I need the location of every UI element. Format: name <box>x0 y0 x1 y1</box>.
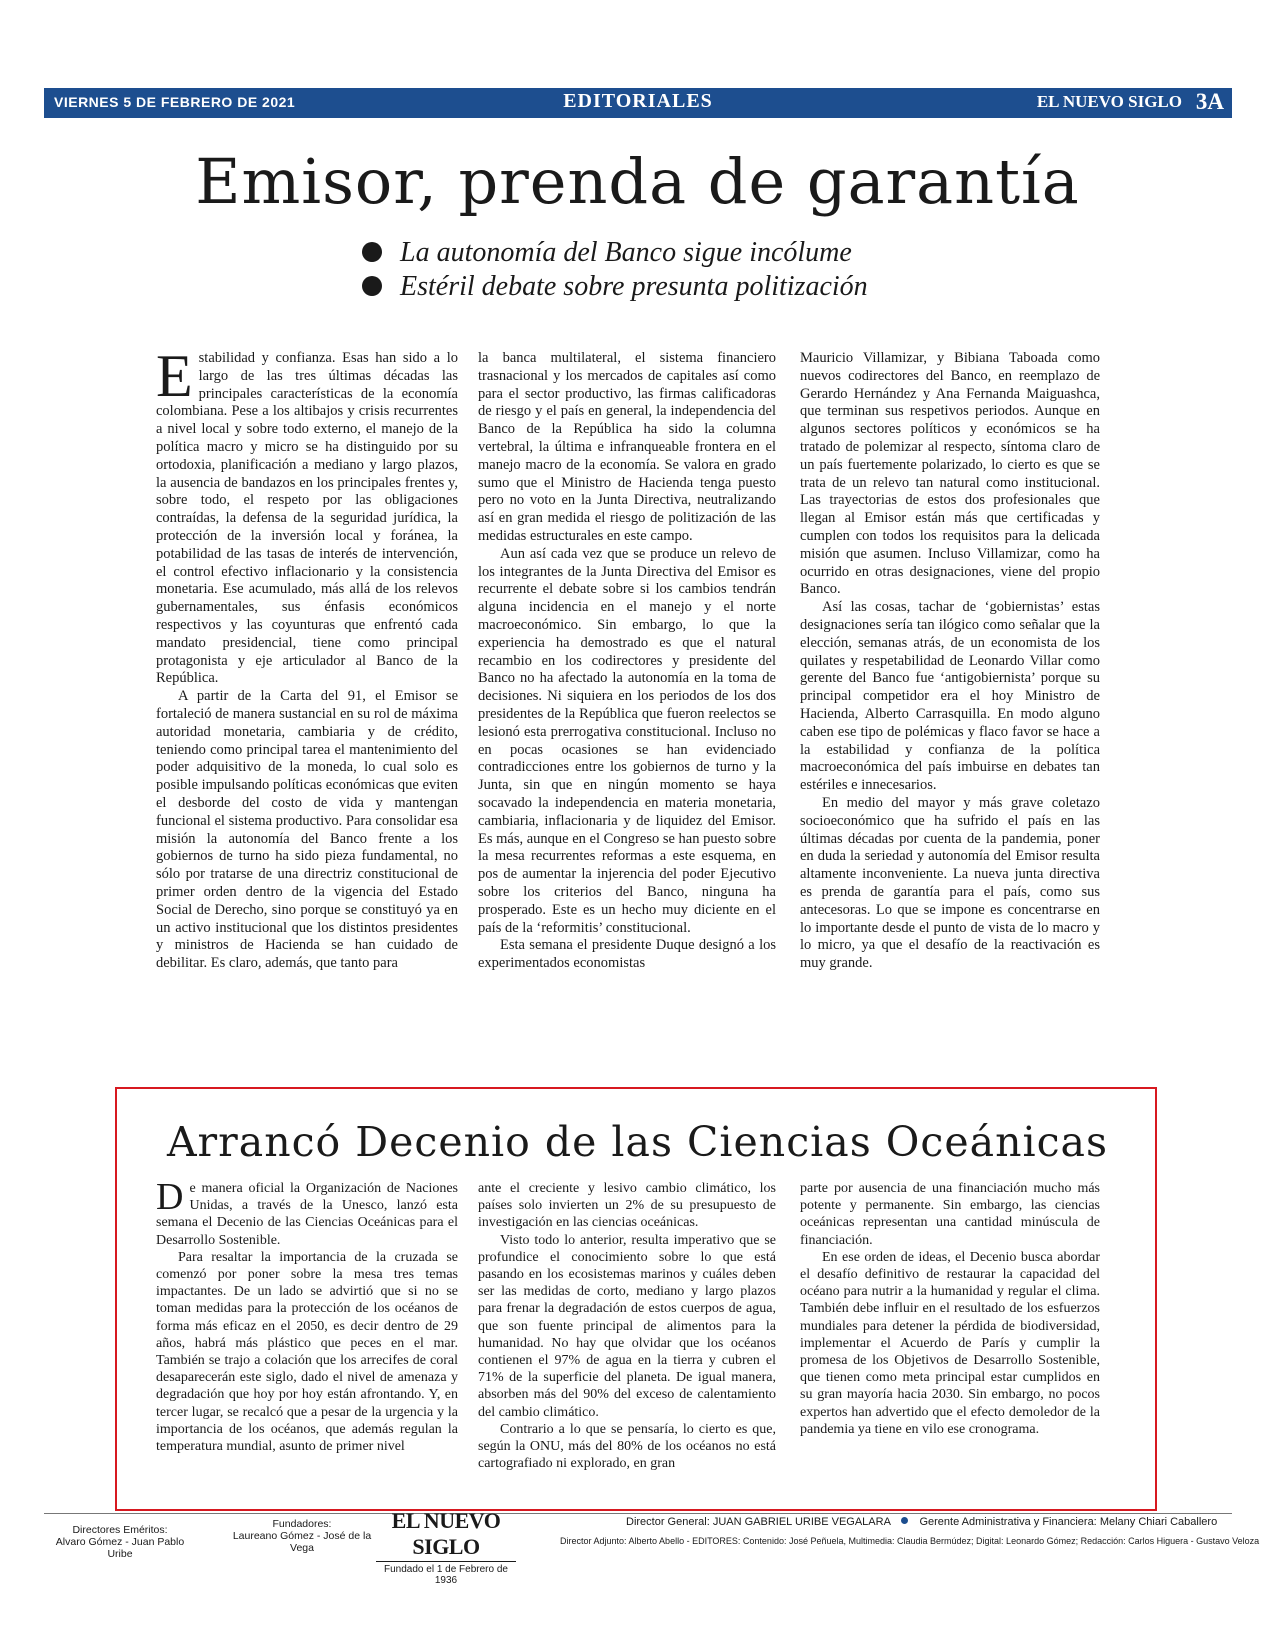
section-title: EDITORIALES <box>563 90 713 112</box>
masthead-directors: Director General: JUAN GABRIEL URIBE VEGALARA Gerente Administrativa y Financiera: Melany Chiari Caballero <box>626 1516 1218 1528</box>
editorial-headline: Emisor, prenda de garantía <box>195 145 1080 218</box>
editorial1-column-3 <box>800 350 1100 973</box>
editorial2-column-3 <box>800 1180 1100 1438</box>
issue-date: VIERNES 5 DE FEBRERO DE 2021 <box>54 94 296 110</box>
subheads <box>362 236 868 304</box>
page-number: 3A <box>1195 89 1224 114</box>
subhead: Estéril debate sobre presunta politización <box>362 270 868 304</box>
paragraph: parte por ausencia de una financiación mucho más potente y permanente. Sin embargo, las ciencias oceánicas representan una cantidad minúscula de financiación. <box>800 1181 1100 1248</box>
editorial2-column-1 <box>156 1176 458 1455</box>
founders: Fundadores: Laureano Gómez - José de la Vega <box>232 1518 372 1554</box>
subhead: La autonomía del Banco sigue incólume <box>362 236 868 270</box>
newspaper-name: EL NUEVO SIGLO <box>1036 92 1182 111</box>
paragraph: En medio del mayor y más grave coletazo socioeconómico que ha sufrido el país en las últimas décadas por cuenta de la pandemia, poner en duda la seriedad y autonomía del Emisor resulta altamente inconveniente. La nueva junta directiva es prenda de garantía para el país, como sus antecesoras. Lo que se impone es concentrarse en lo importante desde el punto de vista de lo macro y lo micro, ya que el desafío de la reactivación es muy grande. <box>800 794 1100 972</box>
paragraph: Estabilidad y confianza. Esas han sido a lo largo de las tres últimas décadas las principales características de la economía colombiana. Pese a los altibajos y crisis recurrentes a nivel local y sobre todo externo, el manejo de la política macro y micro se ha distinguido por su ortodoxia, planificación a mediano y largo plazos, la ausencia de bandazos en los principales frentes y, sobre todo, el respeto por las obligaciones contraídas, la defensa de la seguridad jurídica, la protección de la inversión local y foránea, la potabilidad de las tasas de interés de intervención, el control efectivo inflacionario y la consistencia monetaria. Ese acumulado, más allá de los relevos gubernamentales, sus énfasis económicos respectivos y las coyunturas que enfrentó cada mandato presidencial, tiene como principal protagonista y eje articulador al Banco de la República. <box>156 343 458 687</box>
paragraph: De manera oficial la Organización de Naciones Unidas, a través de la Unesco, lanzó esta semana el Decenio de las Ciencias Oceánicas para el Desarrollo Sostenible. <box>156 1176 458 1248</box>
page-header-bar <box>44 88 1232 118</box>
paragraph: ante el creciente y lesivo cambio climático, los países solo invierten un 2% de su presupuesto de investigación en las ciencias oceánicas. <box>478 1181 776 1231</box>
masthead-credits: Director Adjunto: Alberto Abello - EDITORES: Contenido: José Peñuela, Multimedia: Claudia Bermúdez; Digital: Leonardo Gómez; Redacción: Carlos Higuera - Gustavo Veloza <box>560 1536 1260 1546</box>
editorial1-column-2 <box>478 350 776 973</box>
separator-dot-icon <box>901 1517 908 1524</box>
drop-cap: D <box>156 1176 184 1218</box>
paragraph: Mauricio Villamizar, y Bibiana Taboada como nuevos codirectores del Banco, en reemplazo de Gerardo Hernández y Ana Fernanda Maiguashca, que terminan sus respetivos periodos. Aunque en algunos sectores políticos y económicos se ha tratado de polemizar al respecto, síntoma claro de un país fuertemente polarizado, lo cierto es que se trata de un relevo tan natural como institucional. Las trayectorias de estos dos profesionales que llegan al Emisor están más que certificadas y cumplen con todos los requisitos para la delicada misión que asumen. Incluso Villamizar, como ha ocurrido en otras designaciones, viene del propio Banco. <box>800 350 1100 598</box>
paragraph: Visto todo lo anterior, resulta imperativo que se profundice el conocimiento sobre lo que está pasando en los ecosistemas marinos y cuáles deben ser las medidas de corto, mediano y largo plazos para frenar la degradación de estos cuerpos de agua, que son fuente principal de alimentos para la humanidad. No hay que olvidar que los océanos contienen el 97% de agua en la tierra y cubren el 71% de la superficie del planeta. De igual manera, absorben más del 90% del exceso de calentamiento del cambio climático. <box>478 1232 776 1420</box>
paragraph: A partir de la Carta del 91, el Emisor se fortaleció de manera sustancial en su rol de máxima autoridad monetaria, cambiaria y de crédito, teniendo como principal tarea el mantenimiento del poder adquisitivo de la moneda, lo cual solo es posible impulsando políticas económicas que eviten el desborde del costo de vida y mantengan funcional el sistema productivo. Para consolidar esa misión la autonomía del Banco frente a los gobiernos de turno ha sido pieza fundamental, no sólo por tratarse de una directriz constitucional de primer orden dentro de la vigencia del Estado Social de Derecho, sino porque se constituyó ya en un activo institucional que los distintos presidentes y ministros de Hacienda se han cuidado de debilitar. Es claro, además, que tanto para <box>156 688 458 972</box>
paragraph: Aun así cada vez que se produce un relevo de los integrantes de la Junta Directiva del Emisor es recurrente el debate sobre si los cambios tendrán alguna incidencia en el manejo y el norte macroeconómico. Sin embargo, lo que la experiencia ha demostrado es que el natural recambio en los codirectores y presidente del Banco no ha afectado la autonomía en la toma de decisiones. Ni siquiera en los periodos de los dos presidentes de la República que fueron reelectos se lesionó esta prerrogativa constitucional. Incluso no en pocas ocasiones se han evidenciado contradicciones entre los gobiernos de turno y la Junta, sin que en ningún momento se haya socavado la independencia en materia monetaria, cambiaria, inflacionaria y de liquidez del Emisor. Es más, aunque en el Congreso se han puesto sobre la mesa recurrentes reformas a este esquema, en pos de aumentar la injerencia del poder Ejecutivo sobre los criterios del Banco, ninguna ha prosperado. Este es un hecho muy diciente en el país de la ‘reformitis’ constitucional. <box>478 545 776 936</box>
paragraph: En ese orden de ideas, el Decenio busca abordar el desafío definitivo de restaurar la capacidad del océano para nutrir a la humanidad y regular el clima. También debe influir en el resultado de los esfuerzos mundiales para detener la pérdida de biodiversidad, implementar el Acuerdo de París y cumplir la promesa de los Objetivos de Desarrollo Sostenible, que tienen como meta principal estar cumplidos en su gran mayoría hacia 2030. Sin embargo, no pocos expertos han advertido que el efecto demoledor de la pandemia ya tiene en vilo ese cronograma. <box>800 1249 1100 1437</box>
drop-cap: E <box>156 343 193 409</box>
bullet-icon <box>362 276 382 296</box>
paragraph: la banca multilateral, el sistema financiero trasnacional y los mercados de capitales así como para el sector productivo, las firmas calificadoras de riesgo y el país en general, la independencia del Banco de la República ha sido la columna vertebral, la última e infranqueable frontera en el manejo macro de la economía. Se valora en grado sumo que el Ministro de Hacienda tenga puesto pero no voto en la Junta Directiva, neutralizando así en gran medida el riesgo de politización de las medidas estructurales en este campo. <box>478 350 776 544</box>
paragraph: Para resaltar la importancia de la cruzada se comenzó por poner sobre la mesa tres temas impactantes. De un lado se advirtió que si no se toman medidas para la protección de los océanos de forma más eficaz en el 2050, es decir dentro de 29 años, habrá más plástico que peces en el mar. También se trajo a colación que los arrecifes de coral desaparecerán este siglo, dado el nivel de amenaza y degradación que hoy por hoy están afrontando. Y, en tercer lugar, se recalcó que a pesar de la urgencia y la importancia de los océanos, que además regulan la temperatura mundial, asunto de primer nivel <box>156 1249 458 1455</box>
paragraph: Esta semana el presidente Duque designó a los experimentados economistas <box>478 937 776 972</box>
bullet-icon <box>362 242 382 262</box>
emeritus-directors: Directores Eméritos: Alvaro Gómez - Juan Pablo Uribe <box>55 1524 185 1560</box>
editorial2-headline: Arrancó Decenio de las Ciencias Oceánicas <box>166 1118 1109 1166</box>
editorial1-column-1 <box>156 343 458 973</box>
editorial2-column-2 <box>478 1180 776 1472</box>
paragraph: Así las cosas, tachar de ‘gobiernistas’ estas designaciones sería tan ilógico como señalar que la elección, semanas atrás, de un economista de los quilates y respetabilidad de Leonardo Villar como gerente del Banco fue ‘antigobiernista’ porque su principal competidor era el hoy Ministro de Hacienda, Alberto Carrasquilla. En modo alguno caben ese tipo de polémicas y flaco favor se hace a la estabilidad y confianza de la política macroeconómica del país imbuirse en debates tan estériles e innecesarios. <box>800 599 1100 794</box>
newspaper-logo: EL NUEVO SIGLO Fundado el 1 de Febrero de 1936 <box>376 1508 516 1586</box>
paragraph: Contrario a lo que se pensaría, lo cierto es que, según la ONU, más del 80% de los océanos no está cartografiado ni explorado, en gran <box>478 1421 776 1472</box>
footer-divider <box>44 1513 1232 1514</box>
